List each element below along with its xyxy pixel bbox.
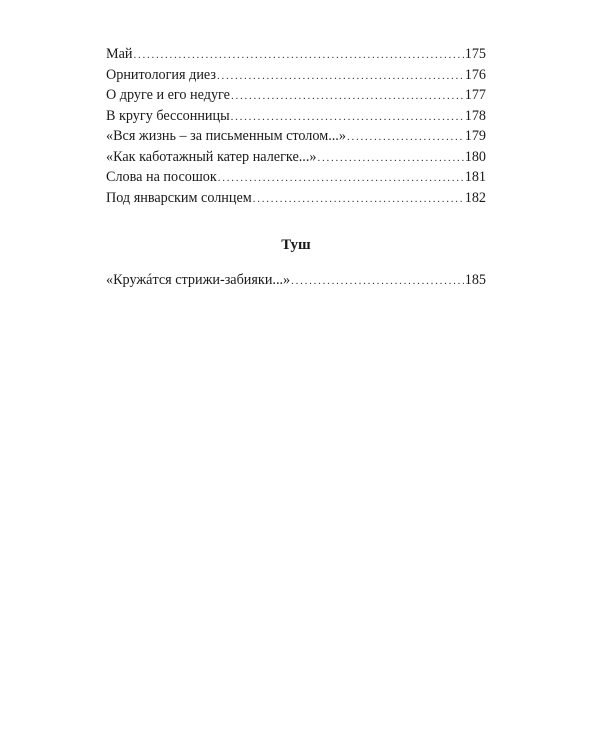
section-heading: Туш: [281, 237, 311, 253]
dot-leader: [134, 45, 464, 66]
dot-leader: [218, 168, 464, 189]
toc-entry-title: Под январским солнцем: [106, 189, 252, 206]
toc-entry: [106, 270, 486, 291]
toc-entry-title: «Кружáтся стрижи-забияки...»: [106, 272, 291, 288]
toc-entry-title: В кругу бессонницы: [106, 107, 230, 124]
dot-leader: [231, 107, 464, 128]
toc-list: [106, 44, 486, 208]
toc-entry-page: 182: [464, 189, 486, 206]
dot-leader: [231, 86, 464, 107]
table-of-contents-page: [106, 44, 486, 288]
dot-leader: [253, 189, 464, 210]
toc-entry: [106, 44, 486, 65]
toc-entry-page: 180: [464, 148, 486, 165]
toc-entry-title: Май: [106, 46, 133, 62]
dot-leader: [291, 271, 464, 292]
dot-leader: [317, 148, 463, 169]
toc-entry-title: Орнитология диез: [106, 66, 216, 83]
toc-entry: [106, 147, 486, 168]
toc-entry-page: 179: [464, 128, 486, 144]
toc-entry-page: 178: [464, 107, 486, 124]
section-toc-list: [106, 270, 486, 291]
toc-entry: [106, 188, 486, 209]
toc-entry-title: «Как каботажный катер налегке...»: [106, 148, 317, 165]
dot-leader: [347, 127, 464, 148]
toc-entry: [106, 106, 486, 127]
toc-entry-title: Слова на посошок: [106, 169, 217, 185]
toc-entry-page: 175: [464, 46, 486, 62]
toc-entry-title: О друге и его недуге: [106, 87, 230, 103]
toc-entry: [106, 65, 486, 86]
toc-entry: [106, 167, 486, 188]
toc-entry-page: 176: [464, 66, 486, 83]
toc-entry: [106, 126, 486, 147]
toc-entry: [106, 85, 486, 106]
toc-entry-title: «Вся жизнь – за письменным столом...»: [106, 128, 346, 144]
toc-entry-page: 185: [464, 272, 486, 288]
dot-leader: [217, 66, 464, 87]
toc-entry-page: 177: [464, 87, 486, 103]
toc-entry-page: 181: [464, 169, 486, 185]
